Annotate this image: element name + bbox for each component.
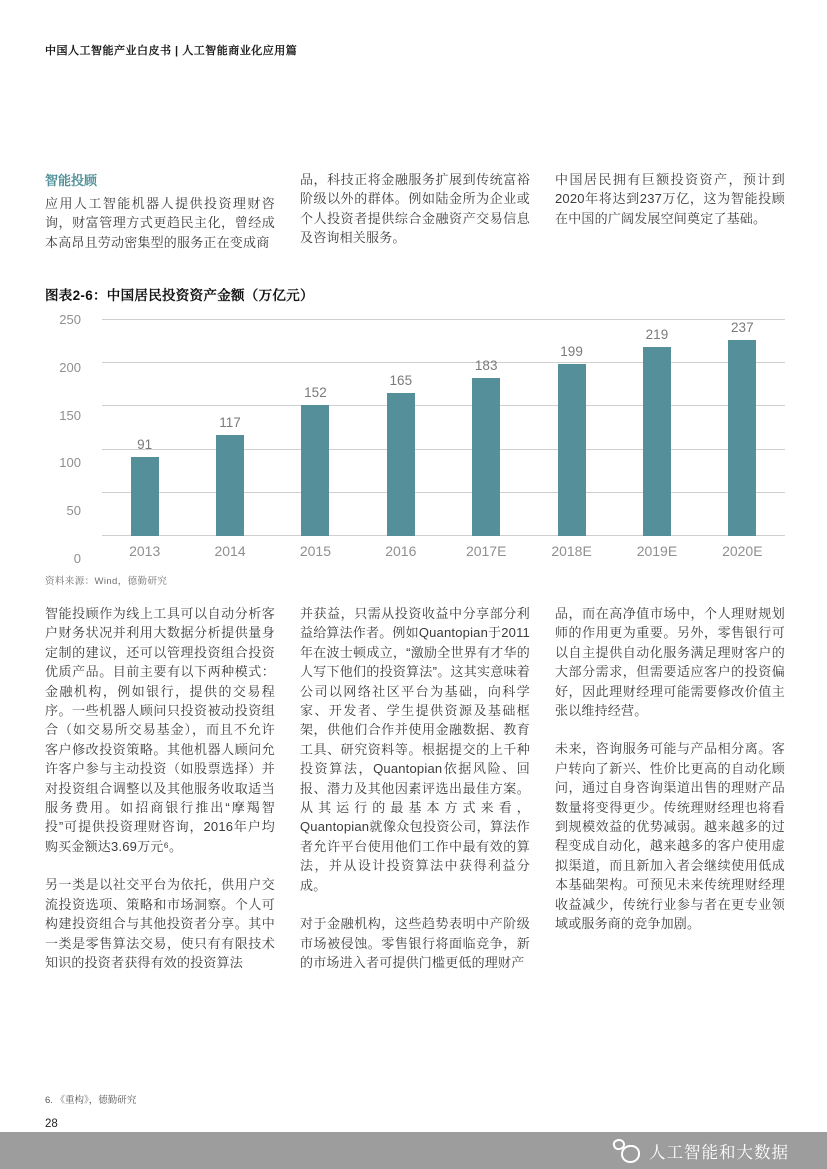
body-paragraph: 并获益，只需从投资收益中分享部分利益给算法作者。例如Quantopian于2011年在波士顿成立，“激励全世界有才华的人写下他们的投资算法”。这其实意味着公司以网络社区平台为基础，向科学家、开发者、学生提供资源及基础框架，供他们合作并使用金融数据、教育工具、研究资料等。根据提交的上千种投资算法，Quantopian依据风险、回报、潜力及其他因素评选出最佳方案。从其运行的最基本方式来看，Quantopian就像众包投资公司，算法作者允许平台使用他们工作中最有效的算法，并从设计投资算法中获得利益分成。 (300, 606, 530, 893)
body-column-1 (45, 604, 275, 972)
intro-column-1 (45, 170, 275, 252)
intro-section (45, 170, 785, 252)
body-paragraph: 智能投顾作为线上工具可以自动分析客户财务状况并利用大数据分析提供量身定制的建议，还可以管理投资组合投资优质产品。目前主要有以下两种模式：金融机构，例如银行，提供的交易程序。一些机器人顾问只投资被动投资组合（如交易所交易基金），而且不允许客户修改投资策略。其他机器人顾问允许客户参与主动投资（如股票选择）并对投资组合调整以及其他服务收取适当服务费用。如招商银行推出“摩羯智投”可提供投资理财咨询，2016年户均购买金额达3.69万元⁶。 (45, 606, 275, 854)
intro-column-2 (300, 170, 530, 252)
brand-logo-icon (613, 1137, 640, 1164)
intro-paragraph-3: 中国居民拥有巨额投资资产，预计到2020年将达到237万亿，这为智能投顾在中国的广阔发展空间奠定了基础。 (555, 172, 785, 226)
bar-chart (45, 312, 785, 566)
bar-value-label: 199 (560, 344, 583, 360)
body-paragraph: 另一类是以社交平台为依托，供用户交流投资选项、策略和市场洞察。个人可构建投资组合与其他投资者分享。其中一类是零售算法交易，使只有有限技术知识的投资者获得有效的投资算法 (45, 877, 275, 970)
chart-title: 图表2-6：中国居民投资资产金额（万亿元） (45, 288, 314, 303)
bar-group (614, 320, 699, 536)
bar-value-label: 91 (137, 437, 153, 453)
logo-ring-big (621, 1145, 640, 1163)
bar (472, 378, 500, 536)
bar-value-label: 219 (645, 326, 669, 342)
x-tick-label: 2017E (465, 543, 507, 559)
bar-group (444, 320, 529, 536)
y-tick-label: 0 (73, 551, 81, 566)
bar (216, 435, 244, 536)
page-number: 28 (45, 1118, 58, 1130)
footnote: 6. 《重构》，德勤研究 (45, 1095, 137, 1106)
bar-value-label: 152 (304, 384, 327, 400)
bar-group (102, 320, 187, 536)
bar-value-label: 183 (474, 357, 498, 373)
y-tick-label: 50 (66, 503, 81, 519)
bar-group (187, 320, 272, 536)
y-tick-label: 150 (59, 407, 81, 423)
y-tick-label: 100 (59, 455, 81, 471)
body-paragraph: 品，而在高净值市场中，个人理财规划师的作用更为重要。另外，零售银行可以自主提供自动化服务满足理财客户的大部分需求，但需要适应客户的投资偏好，因此理财经理可能需要修改价值主张以维持经营。 (555, 606, 785, 719)
bar (387, 393, 415, 536)
body-paragraph: 对于金融机构，这些趋势表明中产阶级市场被侵蚀。零售银行将面临竞争，新的市场进入者可提供门槛更低的理财产 (300, 916, 530, 970)
x-tick-label: 2020E (722, 543, 763, 559)
body-column-2 (300, 604, 530, 972)
intro-column-3 (555, 170, 785, 252)
plot-area (102, 320, 785, 536)
x-tick-label: 2015 (299, 543, 332, 559)
body-paragraph: 未来，咨询服务可能与产品相分离。客户转向了新兴、性价比更高的自动化顾问，通过自身咨询渠道出售的理财产品数量将变得更少。传统理财经理也将看到规模效益的优势减弱。越来越多的过程变成自动化，越来越多的客户使用虚拟渠道，而且新加入者会继续使用低成本基础架构。可预见未来传统理财经理收益减少，传统行业参与者在更专业领域或服务商的竞争加剧。 (555, 741, 785, 932)
body-text-section (45, 604, 785, 972)
x-tick-label: 2014 (214, 543, 246, 559)
bar-value-label: 165 (389, 373, 413, 389)
brand-name: 人工智能和大数据 (649, 1143, 789, 1162)
section-heading: 智能投顾 (45, 173, 98, 188)
intro-paragraph-1: 应用人工智能机器人提供投资理财咨询，财富管理方式更趋民主化，曾经成本高昂且劳动密集型的服务正在变成商 (45, 196, 275, 250)
body-column-3 (555, 604, 785, 972)
bar-group (358, 320, 443, 536)
bar-group (273, 320, 358, 536)
chart-source: 资料来源：Wind，德勤研究 (45, 576, 168, 587)
footer-brand-bar (0, 1132, 827, 1169)
y-tick-label: 250 (59, 312, 81, 327)
x-tick-label: 2013 (129, 543, 161, 559)
bar-value-label: 117 (219, 414, 241, 430)
bar-group (700, 320, 785, 536)
x-tick-label: 2018E (551, 543, 592, 559)
x-axis-labels (102, 543, 785, 559)
bar (301, 405, 329, 536)
y-axis-labels (45, 312, 87, 566)
intro-paragraph-2: 品，科技正将金融服务扩展到传统富裕阶级以外的群体。例如陆金所为企业或个人投资者提供综合金融资产交易信息及咨询相关服务。 (300, 172, 530, 246)
bar (131, 457, 159, 536)
bar-value-label: 237 (731, 320, 754, 335)
x-tick-label: 2019E (636, 543, 678, 559)
bar (558, 364, 586, 536)
x-tick-label: 2016 (385, 543, 417, 559)
chart-block (45, 284, 785, 587)
bars (102, 320, 785, 536)
bar (728, 340, 756, 536)
y-tick-label: 200 (59, 359, 81, 375)
document-header: 中国人工智能产业白皮书 | 人工智能商业化应用篇 (45, 45, 298, 57)
bar-group (529, 320, 614, 536)
bar (643, 347, 671, 536)
